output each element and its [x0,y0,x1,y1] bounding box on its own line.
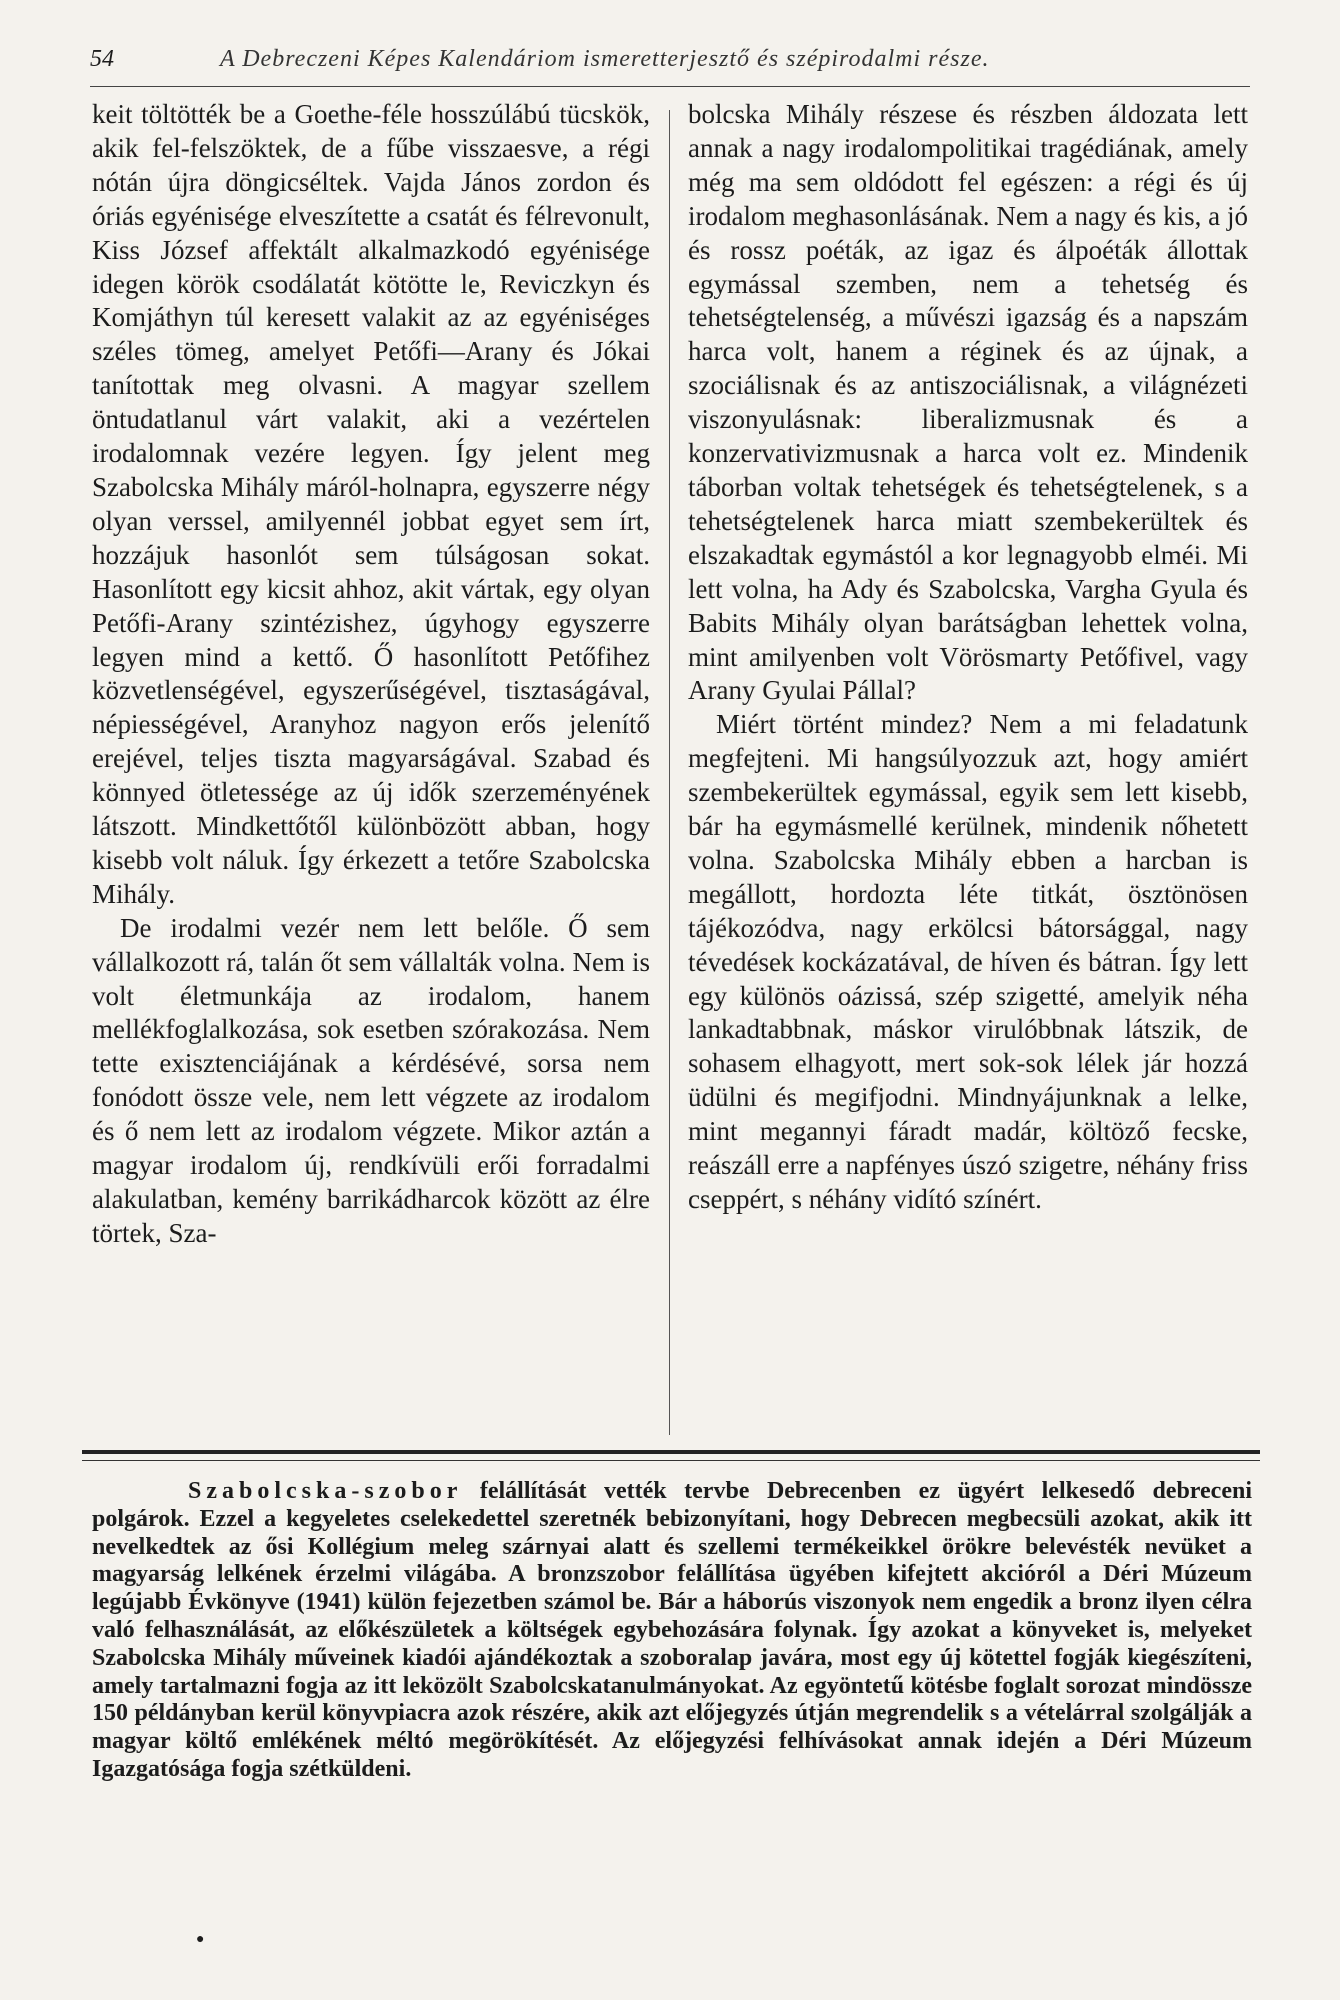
left-paragraph-2: De irodalmi vezér nem lett belőle. Ő sem vállalkozott rá, talán őt sem vállalták volna. Nem is volt életmunkája az irodalom, hanem mellékfoglalkozása, sok esetben szórakozása. Nem tette exisztenciájának a kérdésévé, sorsa nem fonódott össze vele, nem lett végzete az irodalom és ő nem lett az irodalom végzete. Mikor aztán a magyar irodalom új, rendkívüli erői forradalmi alakulatban, kemény barrikádharcok között az élre törtek, Sza- [92,912,650,1248]
section-rule-thin [82,1460,1260,1461]
right-paragraph-2: Miért történt mindez? Nem a mi feladatunk megfejteni. Mi hangsúlyozzuk azt, hogy amiért szembekerültek egymással, egyik sem lett kisebb, bár ha egymásmellé kerülnek, mindenik nőhetett volna. Szabolcska Mihály ebben a harcban is megállott, hordozta léte titkát, ösztönösen tájékozódva, nagy erkölcsi bátorsággal, nagy tévedések kockázatával, de híven és bátran. Így lett egy különös oázissá, szép szigetté, amelyik néha lankadtabbnak, máskor virulóbbnak látszik, de sohasem elhagyott, mert sok-sok lélek jár hozzá üdülni és megifjodni. Mindnyájunknak a lelke, mint megannyi fáradt madár, költöző fecske, reászáll erre a napfényes úszó szigetre, néhány friss cseppért, s néhány vidító színért. [688,709,1248,1214]
statue-notice [92,1478,1252,1784]
page-number: 54 [90,46,114,72]
page-header [90,40,1250,87]
column-divider [669,110,670,1435]
notice-text: felállítását vették tervbe Debrecenben ez ügyért lelkesedő debreceni polgárok. Ezzel a kegyeletes cselekedettel szeretnék bebizonyítani, hogy Debrecen megbecsüli azokat, akik itt nevelkedtek az ősi Kollégium meleg szárnyai alatt és szellemi termékeikkel örökre belevésték nevüket a magyarság lelkének érzelmi világába. A bronzszobor felállítása ügyében kifejtett akcióról a Déri Múzeum legújabb Évkönyve (1941) külön fejezetben számol be. Bár a háborús viszonyok nem engedik a bronz ilyen célra való felhasználását, az előkészületek a költségek egybehozására folynak. Így azokat a könyveket is, melyeket Szabolcska Mihály műveinek kiadói ajándékoztak a szoboralap javára, most egy új kötettel fogják kiegészíteni, amely tartalmazni fogja az itt leközölt Szabolcskatanulmányokat. Az egyöntetű kötésbe foglalt sorozat mindössze 150 példányban kerül könyvpiacra azok részére, akik azt előjegyzés útján megrendelik s a vételárral szolgálják a magyar költő emlékének méltó megörökítését. Az előjegyzési felhívásokat annak idején a Déri Múzeum Igazgatósága fogja szétküldeni. [92,1478,1252,1782]
right-column [688,98,1248,1217]
bullet-dot: ● [196,1932,205,1947]
notice-lead: Szabolcska-szobor [188,1478,463,1504]
running-head: A Debreczeni Képes Kalendáriom ismeretterjesztő és szépirodalmi része. [220,46,990,72]
section-rule-thick [82,1450,1260,1454]
left-paragraph-1: keit töltötték be a Goethe-féle hosszúlábú tücskök, akik fel-felszöktek, de a fűbe visszaesve, a régi nótán újra döngicséltek. Vajda János zordon és óriás egyénisége elveszítette a csatát és félrevonult, Kiss József affektált alkalmazkodó egyénisége idegen körök csodálatát kötötte le, Reviczkyn és Komjáthyn túl keresett valakit az az egyéniséges széles tömeg, amelyet Petőfi—Arany és Jókai tanítottak meg olvasni. A magyar szellem öntudatlanul várt valakit, aki a vezértelen irodalomnak vezére legyen. Így jelent meg Szabolcska Mihály máról-holnapra, egyszerre négy olyan verssel, amilyennél jobbat egyet sem írt, hozzájuk hasonlót sem túlságosan sokat. Hasonlított egy kicsit ahhoz, akit vártak, egy olyan Petőfi-Arany szintézishez, úgyhogy egyszerre legyen mind a kettő. Ő hasonlított Petőfihez közvetlenségével, egyszerűségével, tisztaságával, népiességével, Aranyhoz nagyon erős jelenítő erejével, teljes tiszta magyarságával. Szabad és könnyed ötletessége az új idők szerzeményének látszott. Mindkettőtől különbözött abban, hogy kisebb volt náluk. Így érkezett a tetőre Szabolcska Mihály. [92,99,650,909]
left-column [92,98,650,1251]
right-paragraph-1: bolcska Mihály részese és részben áldozata lett annak a nagy irodalompolitikai tragédiának, amely még ma sem oldódott fel egészen: a régi és új irodalom meghasonlásának. Nem a nagy és kis, a jó és rossz poéták, az igaz és álpoéták állottak egymással szemben, nem a tehetség és tehetségtelenség, a művészi igazság és a napszám harca volt, hanem a réginek és az újnak, a szociálisnak és az antiszociálisnak, a világnézeti viszonyulásnak: liberalizmusnak és a konzervativizmusnak a harca volt ez. Mindenik táborban voltak tehetségek és tehetségtelenek, s a tehetségtelenek harca miatt szembekerültek és elszakadtak egymástól a kor legnagyobb elméi. Mi lett volna, ha Ady és Szabolcska, Vargha Gyula és Babits Mihály olyan barátságban lehettek volna, mint amilyenben volt Vörösmarty Petőfivel, vagy Arany Gyulai Pállal? [688,99,1248,706]
